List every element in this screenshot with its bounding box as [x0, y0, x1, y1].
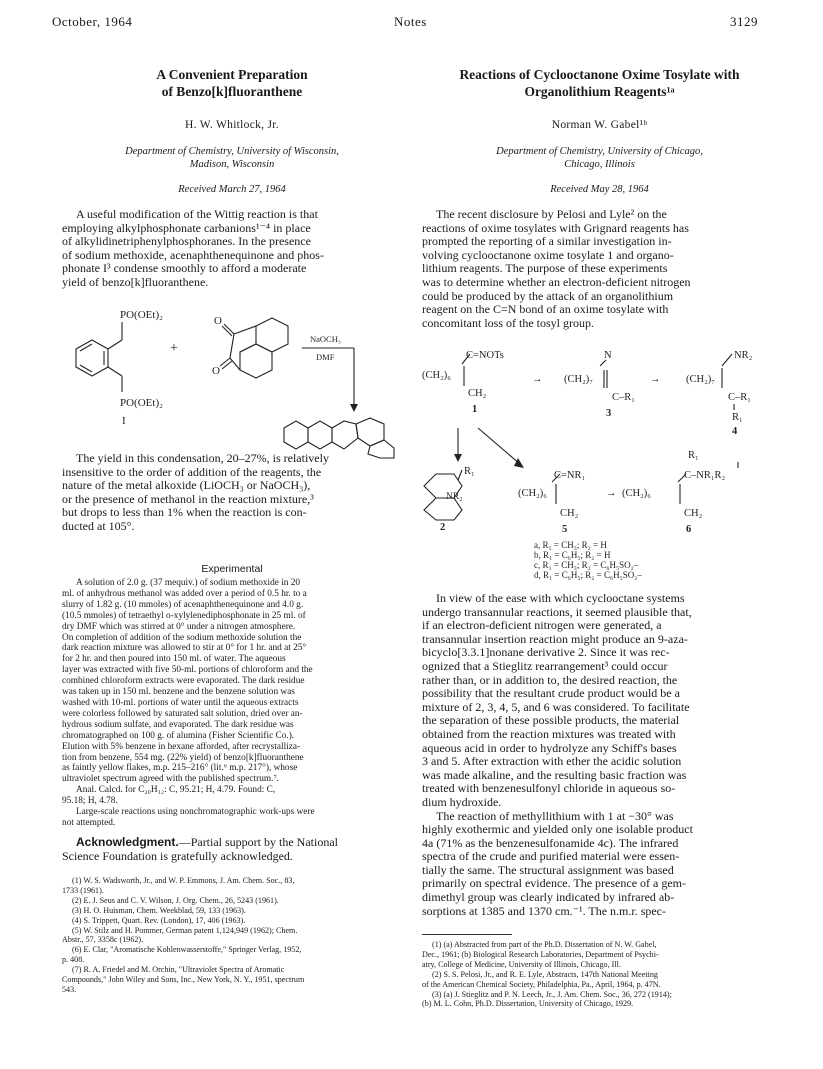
text-line: bicyclo[3.3.1]nonane derivative 2. Since it was rec-: [422, 645, 670, 660]
compound-number-2: 2: [440, 522, 446, 533]
text-line: primarily on spectral evidence. The presence of a gem-: [422, 876, 686, 891]
bond-line: [722, 354, 732, 366]
footnote-line: Compounds," John Wiley and Sons, Inc., New York, N. Y., 1951, spectrum: [62, 975, 305, 985]
title-line: Organolithium Reagents¹ᵃ: [524, 84, 675, 99]
text-line: but drops to less than 1% when the reaction is con-: [62, 505, 307, 520]
solvent-label: DMF: [316, 352, 335, 362]
text-line: (10.5 mmoles) of tetraethyl o-xylylenediphosphonate in 25 ml. of: [62, 610, 306, 621]
text-line: tially the same. The structural assignment was based: [422, 862, 674, 877]
text-line: ml. of anhydrous methanol was added over a period of 0.5 hr. to a: [62, 588, 307, 599]
substituent-legend-line: a, R₁ = CH₃; R₂ = H: [534, 540, 607, 550]
text-line: ognized that a Stieglitz rearrangement³ could occur: [422, 658, 668, 673]
bond-line: [458, 470, 462, 480]
substituent-legend-line: c, R₁ = CH₃; R₂ = C₆H₅SO₂–: [534, 560, 639, 570]
text-line: yield of benzo[k]fluoranthene.: [62, 274, 209, 289]
oxygen-label: O: [214, 315, 222, 327]
text-line: 95.18; H, 4.78.: [62, 796, 118, 807]
left-article-title: [62, 66, 402, 100]
compound-5-ring: (CH₂)₆: [518, 488, 547, 499]
text-line: reagent on the C=N bond of an oxime tosylate with: [422, 302, 669, 317]
affiliation-line: Madison, Wisconsin: [189, 159, 275, 170]
footnote-line: of the American Chemical Society, Philadelphia, Pa., April, 1964, p. 47N.: [422, 979, 661, 989]
arrow-head: [350, 404, 358, 412]
left-footnotes: [62, 876, 402, 995]
footnote-line: (7) R. A. Friedel and M. Orchin, "Ultraviolet Spectra of Aromatic: [72, 965, 285, 975]
text-line: rather than, or in addition to, the desired reaction, the: [422, 672, 678, 687]
compound-3-c: C–R₁: [612, 392, 635, 403]
text-line: ducted at 105°.: [62, 518, 135, 533]
text-line: of alkylidinetriphenylphosphoranes. In the presence: [62, 234, 311, 249]
text-line: Large-scale reactions using nonchromatographic work-ups were: [76, 807, 315, 818]
footnote-line: (3) H. O. Huisman, Chem. Weekblad, 59, 133 (1963).: [72, 905, 246, 915]
left-intro-paragraph: [62, 208, 402, 290]
compound-3-ring: (CH₂)₇: [564, 374, 593, 385]
ack-text: Science Foundation is gratefully acknowledged.: [62, 848, 293, 863]
text-line: In view of the ease with which cyclooctane systems: [436, 591, 685, 605]
compound-5-ch2: CH₂: [560, 508, 579, 519]
compound-5-group: C=NR₁: [554, 470, 586, 481]
footnote-line: p. 408.: [62, 955, 85, 965]
compound-1-ring: (CH₂)₆: [422, 370, 451, 381]
product-ring: [332, 421, 358, 449]
text-line: A useful modification of the Wittig reaction is that: [76, 207, 318, 221]
text-line: dium hydroxide.: [422, 794, 502, 809]
text-line: undergo transannular reactions, it seemed plausible that,: [422, 604, 692, 619]
footnote-line: (5) W. Stilz and H. Pommer, German patent 1,124,949 (1962); Chem.: [72, 925, 298, 935]
phosphonate-label: PO(OEt)₂: [120, 309, 163, 321]
text-line: if an electron-deficient nitrogen were generated, a: [422, 618, 662, 633]
compound-number-5: 5: [562, 524, 568, 535]
ring-double-bond: [80, 344, 92, 351]
text-line: nature of the metal alkoxide (LiOCH₃ or NaOCH₃),: [62, 478, 311, 493]
compound-4-ring: (CH₂)₇: [686, 374, 715, 385]
footnote-line: (2) S. S. Pelosi, Jr., and R. E. Lyle, Abstracts, 147th National Meeting: [432, 969, 658, 979]
right-article-author: Norman W. Gabel¹ᵇ: [551, 119, 648, 131]
text-line: insensitive to the order of addition of the reagents, the: [62, 464, 322, 479]
substituent-legend-line: d, R₁ = C₆H₅; R₂ = C₆H₅SO₂–: [534, 570, 642, 580]
compound-number-3: 3: [606, 408, 612, 419]
text-line: tion from benzene, 554 mg. (22% yield) of benzo[k]fluoranthene: [62, 752, 304, 763]
text-line: for 2 hr. and then poured into 150 ml. of water. The aqueous: [62, 654, 286, 665]
compound-2-r1: R₁: [464, 466, 475, 477]
text-line: 3 and 5. After extraction with ether the acidic solution: [422, 754, 682, 769]
text-line: obtained from the reaction mixtures was treated with: [422, 726, 676, 741]
text-line: as faintly yellow flakes, m.p. 215–216° (lit.⁶ m.p. 217°), whose: [62, 763, 298, 774]
left-article-affiliation: [62, 145, 402, 171]
compound-4-nr2: NR₂: [734, 350, 753, 361]
text-line: sorptions at 1385 and 1370 cm.⁻¹. The n.m.r. spec-: [422, 903, 667, 918]
text-line: 4a (71% as the benzenesulfonamide 4c). The infrared: [422, 835, 679, 850]
compound-number-1: 1: [472, 404, 478, 415]
title-line: of Benzo[k]fluoranthene: [161, 84, 303, 99]
affiliation-line: Department of Chemistry, University of Wisconsin,: [125, 146, 339, 157]
oxime-tosylate-reaction-scheme: [422, 336, 777, 584]
ring-bond: [240, 344, 256, 352]
compound-6-ch2: CH₂: [684, 508, 703, 519]
footnote-line: Abstr., 57, 3358c (1962).: [62, 935, 144, 945]
footnote-line: (1) W. S. Wadsworth, Jr., and W. P. Emmons, J. Am. Chem. Soc., 83,: [72, 876, 295, 885]
text-line: phonate I³ condense smoothly to afford a moderate: [62, 261, 307, 276]
compound-2-nr2: NR₂: [446, 492, 463, 502]
left-yield-paragraph: [62, 452, 402, 534]
text-line: aqueous acid in order to hydrolyze any Schiff's bases: [422, 740, 677, 755]
compound-4-c: C–R₁: [728, 392, 751, 403]
right-body-paragraph: [422, 592, 777, 918]
benzofluoranthene-reaction-scheme: [62, 300, 402, 460]
five-ring-bond: [230, 334, 234, 358]
compound-number-6: 6: [686, 524, 692, 535]
text-line: treated with benzenesulfonyl chloride in aqueous so-: [422, 781, 676, 796]
experimental-heading: Experimental: [201, 563, 263, 575]
footnote-line: atry, College of Medicine, University of Illinois, Chicago, Ill.: [422, 959, 621, 969]
text-line: of sodium methoxide, acenaphthenequinone and phos-: [62, 247, 324, 262]
text-line: were colorless followed by saturated salt solution, dried over an-: [62, 708, 303, 719]
ack-heading: Acknowledgment.: [76, 835, 179, 849]
text-line: The yield in this condensation, 20–27%, is relatively: [76, 451, 329, 465]
footnote-line: (b) M. L. Cohn, Ph.D. Dissertation, University of Chicago, 1929.: [422, 999, 634, 1009]
text-line: A solution of 2.0 g. (37 mequiv.) of sodium methoxide in 20: [76, 578, 301, 588]
text-line: was taken up in 150 ml. benzene and the benzene solution was: [62, 687, 295, 698]
footnote-line: Dec., 1961; (b) Biological Research Laboratories, Department of Psychi-: [422, 949, 659, 959]
footnote-line: 1733 (1961).: [62, 885, 104, 895]
text-line: employing alkylphosphonate carbanions¹⁻⁴ in place: [62, 220, 311, 235]
bond-line: [600, 360, 606, 366]
text-line: slurry of 1.82 g. (10 mmoles) of acenaphthenequinone and 4.0 g.: [62, 599, 304, 610]
text-line: spectra of the crude and purified material were essen-: [422, 849, 680, 864]
carbonyl-bond: [222, 361, 232, 369]
text-line: or the presence of methanol in the reaction mixture,³: [62, 491, 314, 506]
text-line: highly exothermic and yielded only one isolable product: [422, 822, 693, 837]
text-line: reactions of oxime tosylates with Grignard reagents has: [422, 220, 689, 235]
text-line: was to determine whether an electron-deficient nitrogen: [422, 274, 691, 289]
ring-double-bond: [80, 365, 92, 372]
arrow-head: [454, 454, 462, 462]
ch2-bond: [108, 340, 122, 349]
text-line: washed with 10-ml. portions of water until the aqueous extracts: [62, 697, 299, 708]
text-line: hydrous sodium sulfate, and evaporated. The dark residue was: [62, 719, 294, 730]
product-ring: [284, 421, 308, 449]
text-line: transannular insertion reaction might produce an 9-aza-: [422, 631, 688, 646]
text-line: The recent disclosure by Pelosi and Lyle² on the: [436, 207, 667, 221]
text-line: not attempted.: [62, 817, 116, 828]
affiliation-line: Department of Chemistry, University of Chicago,: [496, 146, 703, 157]
right-footnotes: [422, 940, 777, 1009]
reaction-arrow: →: [606, 488, 617, 499]
right-article-affiliation: [422, 145, 777, 171]
compound-1-group: C=NOTs: [466, 350, 504, 361]
left-article-received: Received March 27, 1964: [178, 184, 286, 195]
compound-1-ch2: CH₂: [468, 388, 487, 399]
reaction-arrow: →: [650, 374, 661, 385]
footnote-line: (1) (a) Abstracted from part of the Ph.D. Dissertation of N. W. Gabel,: [432, 940, 657, 949]
text-line: was made alkaline, and the resulting basic fraction was: [422, 767, 687, 782]
text-line: lithium reagents. The purpose of these experiments: [422, 261, 668, 276]
reaction-arrow-diagonal: [478, 428, 520, 464]
acknowledgment: [62, 836, 402, 863]
footnote-line: 543.: [62, 984, 77, 994]
five-ring-bond: [230, 358, 240, 370]
compound-3-n: N: [604, 350, 612, 361]
benzene-ring: [76, 340, 108, 376]
compound-6-ring: (CH₂)₆: [622, 488, 651, 499]
footnote-line: (4) S. Trippett, Quart. Rev. (London), 17, 406 (1963).: [72, 915, 246, 925]
text-line: could be produced by the attack of an organolithium: [422, 288, 674, 303]
text-line: dark reaction mixture was allowed to stir at 0° for 1 hr. and at 25°: [62, 643, 307, 654]
right-article-title: [422, 66, 777, 100]
text-line: combined chloroform extracts were evaporated. The dark residue: [62, 676, 305, 687]
title-line: Reactions of Cyclooctanone Oxime Tosylate with: [459, 67, 740, 82]
title-line: A Convenient Preparation: [156, 67, 308, 82]
compound-label-I: I: [122, 415, 126, 427]
plus-sign: +: [170, 341, 178, 356]
carbonyl-bond: [220, 358, 230, 366]
text-line: layer was extracted with five 50-ml. portions of chloroform and the: [62, 665, 313, 676]
text-line: On completion of addition of the sodium methoxide solution the: [62, 632, 302, 643]
footnote-line: (6) E. Clar, "Aromatische Kohlenwasserstoffe," Springer Verlag, 1952,: [72, 945, 302, 955]
five-ring-bond: [234, 326, 256, 334]
product-ring: [308, 421, 332, 449]
text-line: Anal. Calcd. for C₂₀H₁₂: C, 95.21; H, 4.79. Found: C,: [76, 785, 276, 796]
text-line: chromatographed on 100 g. of alumina (Fisher Scientific Co.).: [62, 730, 295, 741]
text-line: mixture of 2, 3, 4, 5, and 6 was considered. To facilitate: [422, 699, 690, 714]
footnote-line: (2) E. J. Seus and C. V. Wilson, J. Org. Chem., 26, 5243 (1961).: [72, 895, 279, 905]
compound-number-4: 4: [732, 426, 738, 437]
experimental-section: [62, 578, 402, 829]
text-line: The reaction of methyllithium with 1 at −30° was: [436, 808, 674, 823]
text-line: prompted the reporting of a similar investigation in-: [422, 234, 672, 249]
text-line: dimethyl group was clearly indicated by infrared ab-: [422, 890, 675, 905]
reaction-arrow: →: [532, 374, 543, 385]
reagent-label: NaOCH₃: [310, 334, 341, 344]
right-article-received: Received May 28, 1964: [550, 184, 649, 195]
ack-text: —Partial support by the National: [178, 835, 338, 849]
compound-4-r1: R₁: [732, 412, 743, 423]
substituent-legend-line: b, R₁ = C₆H₅; R₂ = H: [534, 550, 611, 560]
running-header-date: October, 1964: [52, 14, 133, 29]
left-article-author: H. W. Whitlock, Jr.: [185, 119, 279, 131]
text-line: dry DMF which was stirred at 0° under a nitrogen atmosphere.: [62, 621, 296, 632]
compound-6-r1: R₁: [688, 450, 699, 461]
text-line: possibility that the resultant crude product would be a: [422, 686, 680, 701]
text-line: the separation of these possible products, the material: [422, 713, 680, 728]
text-line: concomitant loss of the tosyl group.: [422, 315, 594, 330]
compound-6-group: C–NR₁R₂: [684, 470, 726, 481]
oxygen-label: O: [212, 365, 220, 377]
affiliation-line: Chicago, Illinois: [564, 159, 635, 170]
ch2-bond: [108, 367, 122, 376]
page-number: 3129: [730, 14, 758, 29]
text-line: Elution with 5% benzene in hexane afforded, after recrystalliza-: [62, 741, 301, 752]
right-intro-paragraph: [422, 208, 777, 330]
running-header-section: Notes: [394, 14, 427, 29]
text-line: ultraviolet spectrum agreed with the published spectrum.⁷.: [62, 774, 280, 785]
footnote-line: (3) (a) J. Stieglitz and P. N. Leech, Jr., J. Am. Chem. Soc., 36, 272 (1914);: [432, 989, 672, 999]
footnote-divider: [422, 934, 512, 935]
bicyclic-ring: [424, 498, 462, 520]
bicyclic-ring: [424, 474, 462, 498]
text-line: volving cyclooctanone oxime tosylate 1 and organo-: [422, 247, 674, 262]
phosphonate-label: PO(OEt)₂: [120, 397, 163, 409]
